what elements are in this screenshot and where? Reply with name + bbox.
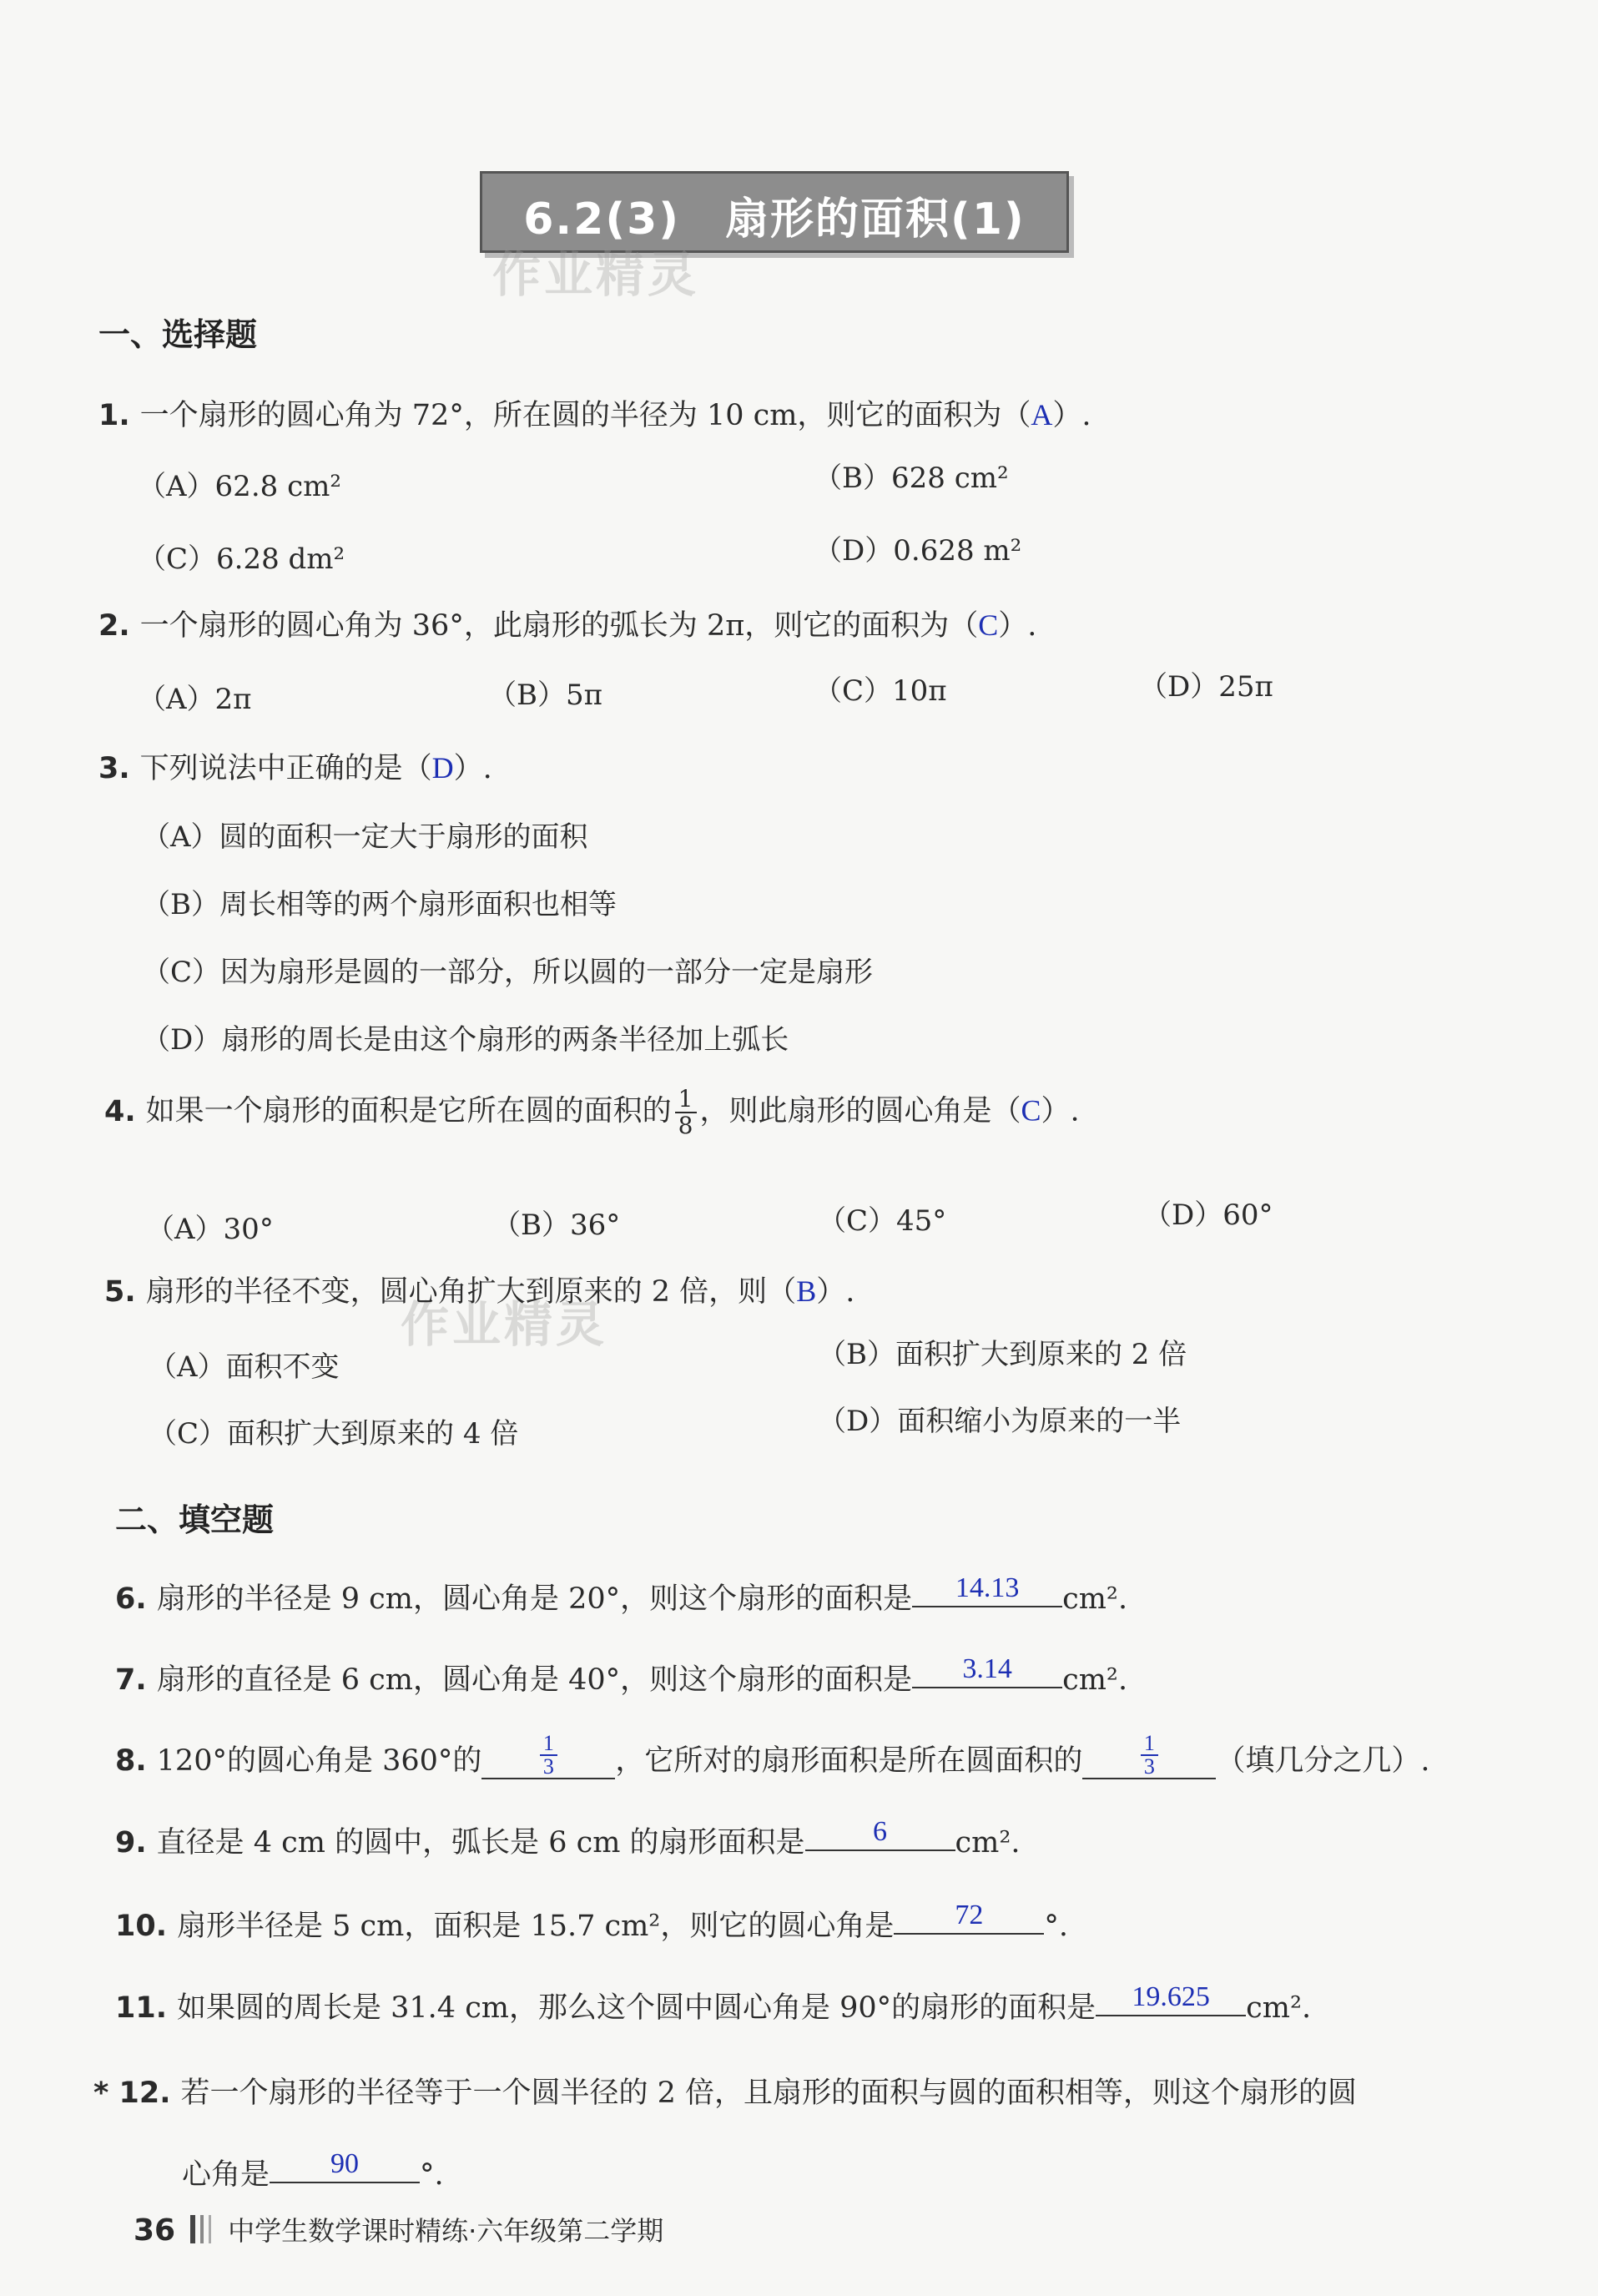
question-9	[115, 1816, 1021, 1863]
question-number: 10.	[115, 1910, 168, 1943]
footer-bars-decoration	[190, 2215, 216, 2250]
answer-blank	[1082, 1733, 1216, 1779]
question-2	[98, 603, 1036, 644]
question-8	[115, 1731, 1430, 1788]
fraction-denominator: 3	[1143, 1754, 1155, 1779]
option-c: （C）6.28 dm²	[138, 542, 345, 576]
book-title: 中学生数学课时精练·六年级第二学期	[228, 2215, 664, 2247]
unit: °.	[420, 2158, 444, 2192]
question-number: 4.	[104, 1094, 136, 1128]
question-11	[115, 1981, 1312, 2028]
answer: C	[978, 608, 999, 642]
question-text: 心角是	[182, 2158, 270, 2192]
option-a: （A）面积不变	[149, 1350, 340, 1384]
answer: C	[1021, 1093, 1041, 1128]
question-text-end: ）.	[1052, 399, 1091, 432]
answer-blank: 72	[894, 1898, 1044, 1935]
question-text-end: ）.	[1041, 1094, 1080, 1128]
question-number: 6.	[115, 1582, 147, 1616]
option-b: （B）36°	[492, 1209, 621, 1242]
question-text-end: ）.	[816, 1275, 855, 1309]
question-number: 9.	[115, 1826, 147, 1860]
answer-fraction	[540, 1733, 557, 1778]
option-a: （A）圆的面积一定大于扇形的面积	[142, 820, 588, 854]
question-text: 直径是 4 cm 的圆中，弧长是 6 cm 的扇形面积是	[156, 1826, 805, 1860]
question-text: 如果圆的周长是 31.4 cm，那么这个圆中圆心角是 90°的扇形的面积是	[177, 1991, 1096, 2025]
page-footer	[134, 2210, 663, 2250]
option-d: （D）0.628 m²	[814, 534, 1022, 568]
question-text: 如果一个扇形的面积是它所在圆的面积的	[145, 1094, 672, 1128]
option-b: （B）628 cm²	[814, 462, 1009, 495]
option-a: （A）2π	[138, 683, 252, 716]
section-heading-fill: 二、填空题	[115, 1501, 275, 1538]
question-text-mid: ，它所对的扇形面积是所在圆面积的	[615, 1744, 1083, 1778]
unit: °.	[1044, 1910, 1068, 1943]
question-number: * 12.	[93, 2076, 171, 2110]
question-6	[115, 1572, 1128, 1619]
option-b: （B）5π	[488, 679, 602, 712]
question-5	[104, 1269, 854, 1310]
page-title: 6.2(3) 扇形的面积(1)	[523, 194, 1026, 245]
question-text-end: ）.	[998, 609, 1037, 643]
answer-blank: 19.625	[1096, 1980, 1246, 2016]
question-number: 8.	[115, 1744, 147, 1778]
question-text: 扇形的半径不变，圆心角扩大到原来的 2 倍，则（	[145, 1275, 797, 1309]
option-d: （D）扇形的周长是由这个扇形的两条半径加上弧长	[142, 1023, 789, 1057]
answer-blank: 14.13	[912, 1571, 1062, 1607]
question-text: 扇形的半径是 9 cm，圆心角是 20°，则这个扇形的面积是	[156, 1582, 913, 1616]
option-c: （C）面积扩大到原来的 4 倍	[149, 1417, 519, 1451]
option-a: （A）62.8 cm²	[138, 470, 341, 503]
answer-fraction	[1141, 1733, 1158, 1778]
section-heading-choice: 一、选择题	[98, 316, 258, 353]
question-text: 一个扇形的圆心角为 72°，所在圆的半径为 10 cm，则它的面积为（	[139, 399, 1031, 432]
fraction-denominator: 8	[678, 1112, 693, 1139]
question-text: 扇形半径是 5 cm，面积是 15.7 cm²，则它的圆心角是	[177, 1910, 895, 1943]
question-4	[104, 1087, 1080, 1138]
unit: cm².	[1062, 1663, 1128, 1697]
question-number: 2.	[98, 609, 130, 643]
watermark: 作业精灵	[492, 246, 700, 303]
question-number: 1.	[98, 399, 130, 432]
fraction-numerator: 1	[675, 1087, 697, 1113]
question-12	[93, 2070, 1357, 2112]
answer: D	[431, 751, 454, 785]
option-d: （D）60°	[1143, 1198, 1273, 1232]
fraction-denominator: 3	[542, 1754, 554, 1779]
question-text: 一个扇形的圆心角为 36°，此扇形的弧长为 2π，则它的面积为（	[139, 609, 979, 643]
watermark: 作业精灵	[401, 1296, 608, 1353]
question-12-continued	[182, 2148, 444, 2195]
question-text: 若一个扇形的半径等于一个圆半径的 2 倍，且扇形的面积与圆的面积相等，则这个扇形的圆	[180, 2076, 1358, 2110]
question-text-mid: ，则此扇形的圆心角是（	[699, 1094, 1021, 1128]
option-d: （D）面积缩小为原来的一半	[818, 1405, 1182, 1438]
question-number: 5.	[104, 1275, 136, 1309]
answer-blank: 90	[270, 2147, 420, 2183]
option-c: （C）10π	[814, 674, 947, 708]
question-text-end: ）.	[453, 752, 492, 785]
option-b: （B）周长相等的两个扇形面积也相等	[142, 888, 617, 921]
unit: cm².	[1246, 1991, 1312, 2025]
question-1	[98, 392, 1091, 434]
question-text: 扇形的直径是 6 cm，圆心角是 40°，则这个扇形的面积是	[156, 1663, 913, 1697]
unit: cm².	[1062, 1582, 1128, 1616]
option-a: （A）30°	[146, 1213, 274, 1246]
question-text: 120°的圆心角是 360°的	[156, 1744, 482, 1778]
option-d: （D）25π	[1139, 670, 1273, 704]
unit: cm².	[955, 1826, 1021, 1860]
answer: A	[1031, 398, 1053, 431]
question-text-end: （填几分之几）.	[1216, 1744, 1430, 1778]
page-number: 36	[134, 2213, 176, 2248]
answer: B	[796, 1274, 817, 1308]
question-7	[115, 1653, 1128, 1700]
question-number: 7.	[115, 1663, 147, 1697]
fraction-numerator: 1	[1141, 1733, 1158, 1756]
answer-blank	[481, 1733, 615, 1779]
answer-blank: 3.14	[912, 1652, 1062, 1688]
option-c: （C）因为扇形是圆的一部分，所以圆的一部分一定是扇形	[142, 956, 874, 989]
option-b: （B）面积扩大到原来的 2 倍	[818, 1338, 1187, 1371]
answer-blank: 6	[805, 1814, 955, 1851]
fraction-numerator: 1	[540, 1733, 557, 1756]
question-number: 3.	[98, 752, 130, 785]
question-3	[98, 745, 492, 787]
fraction	[675, 1087, 697, 1138]
question-10	[115, 1900, 1068, 1946]
question-number: 11.	[115, 1991, 168, 2025]
question-text: 下列说法中正确的是（	[139, 752, 432, 785]
option-c: （C）45°	[818, 1204, 947, 1238]
